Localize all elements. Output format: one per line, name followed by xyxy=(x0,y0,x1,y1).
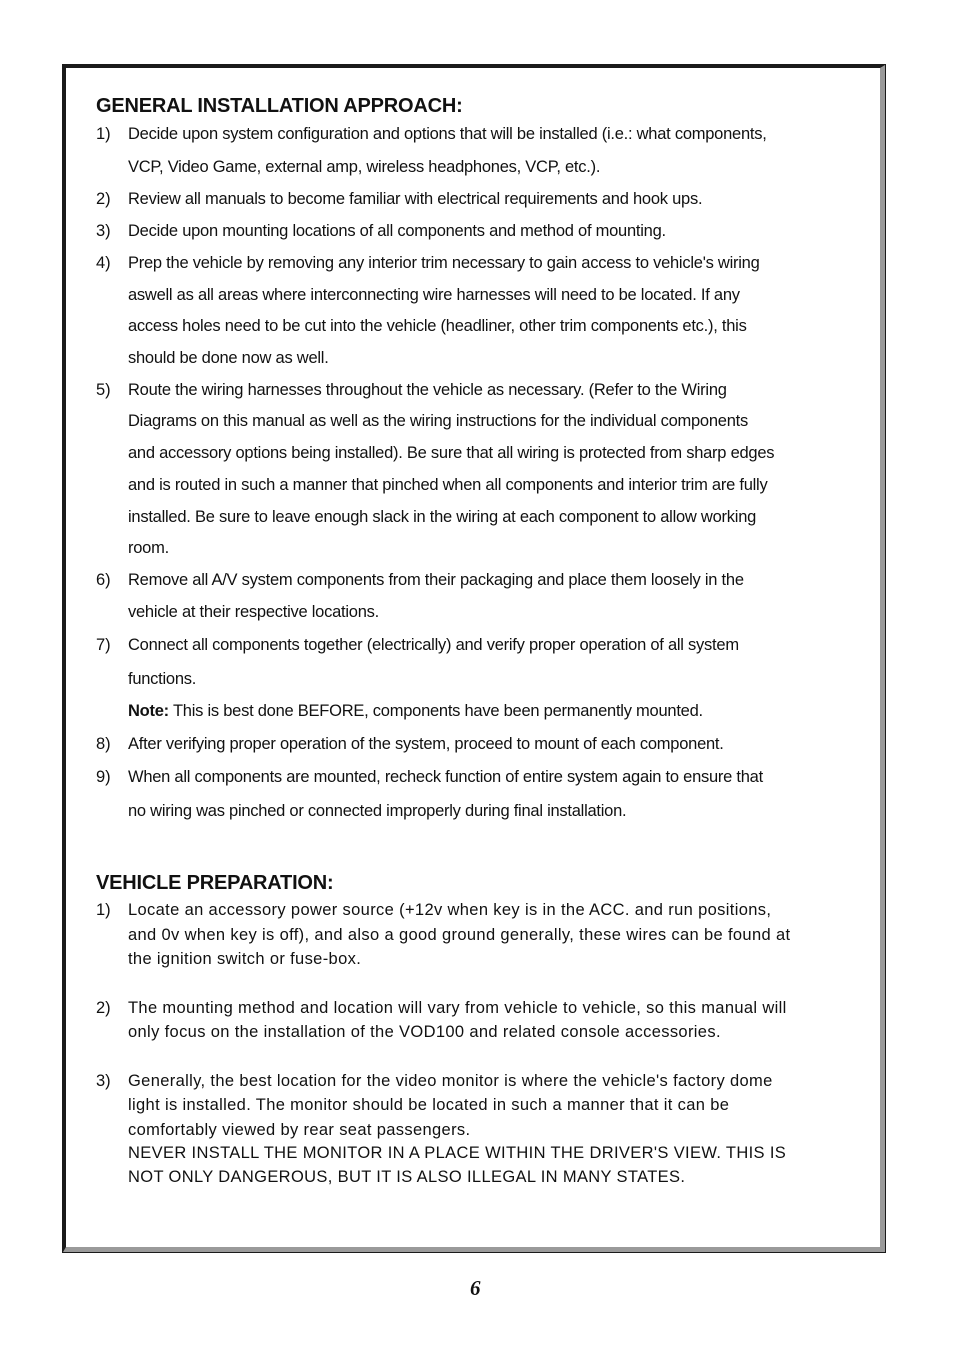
list-item-number: 6) xyxy=(96,571,111,589)
list-item-text-line: room. xyxy=(128,539,169,557)
section-heading-general-installation: GENERAL INSTALLATION APPROACH: xyxy=(96,95,463,117)
warning-text-line: NEVER INSTALL THE MONITOR IN A PLACE WITHIN THE DRIVER'S VIEW. THIS IS xyxy=(128,1144,787,1162)
list-item-text-line: Decide upon mounting locations of all components and method of mounting. xyxy=(128,222,666,240)
list-item-text-line: The mounting method and location will vary from vehicle to vehicle, so this manual will xyxy=(128,999,787,1017)
list-item-text-line: and is routed in such a manner that pinched when all components and interior trim are fully xyxy=(128,476,768,494)
page-number: 6 xyxy=(470,1276,481,1300)
list-item-text-line: VCP, Video Game, external amp, wireless headphones, VCP, etc.). xyxy=(128,158,601,176)
list-item-number: 2) xyxy=(96,999,111,1017)
list-item-text-line: aswell as all areas where interconnecting wire harnesses will need to be located. If any xyxy=(128,286,740,304)
section-heading-vehicle-preparation: VEHICLE PREPARATION: xyxy=(96,872,334,894)
list-item-text-line: and 0v when key is off), and also a good ground generally, these wires can be found at xyxy=(128,926,791,944)
list-item-number: 1) xyxy=(96,125,111,143)
list-item-text-line: Locate an accessory power source (+12v when key is in the ACC. and run positions, xyxy=(128,901,772,919)
list-item-text-line: Route the wiring harnesses throughout the vehicle as necessary. (Refer to the Wiring xyxy=(128,381,727,399)
list-item-text-line: the ignition switch or fuse-box. xyxy=(128,950,362,968)
list-item-text-line: access holes need to be cut into the vehicle (headliner, other trim components etc.), this xyxy=(128,317,747,335)
list-item-text-line: only focus on the installation of the VOD100 and related console accessories. xyxy=(128,1023,721,1041)
list-item-text-line: Connect all components together (electrically) and verify proper operation of all system xyxy=(128,636,739,654)
list-item-text-line: After verifying proper operation of the system, proceed to mount of each component. xyxy=(128,735,724,753)
list-item-text-line: Diagrams on this manual as well as the wiring instructions for the individual components xyxy=(128,412,748,430)
list-item-text-line: Review all manuals to become familiar with electrical requirements and hook ups. xyxy=(128,190,703,208)
list-item-number: 5) xyxy=(96,381,111,399)
list-item-text-line: Prep the vehicle by removing any interior trim necessary to gain access to vehicle's wiring xyxy=(128,254,760,272)
note-text: This is best done BEFORE, components have been permanently mounted. xyxy=(168,702,703,720)
list-item-number: 3) xyxy=(96,222,111,240)
list-item-number: 3) xyxy=(96,1072,111,1090)
list-item-number: 8) xyxy=(96,735,111,753)
list-item-text-line: Remove all A/V system components from their packaging and place them loosely in the xyxy=(128,571,744,589)
list-item-text-line: installed. Be sure to leave enough slack in the wiring at each component to allow working xyxy=(128,508,757,526)
list-item-text-line: vehicle at their respective locations. xyxy=(128,603,379,621)
warning-text-line: NOT ONLY DANGEROUS, BUT IT IS ALSO ILLEGAL IN MANY STATES. xyxy=(128,1168,686,1186)
list-item-number: 4) xyxy=(96,254,111,272)
list-item-text-line: comfortably viewed by rear seat passengers. xyxy=(128,1121,471,1139)
list-item-text-line: Generally, the best location for the video monitor is where the vehicle's factory dome xyxy=(128,1072,773,1090)
list-item-text-line: no wiring was pinched or connected improperly during final installation. xyxy=(128,802,627,820)
list-item-text-line: and accessory options being installed). Be sure that all wiring is protected from sharp edges xyxy=(128,444,775,462)
list-item-number: 7) xyxy=(96,636,111,654)
list-item-text-line: functions. xyxy=(128,670,197,688)
note-label: Note: xyxy=(128,702,169,720)
list-item-text-line: Decide upon system configuration and options that will be installed (i.e.: what components, xyxy=(128,125,767,143)
list-item-text-line: light is installed. The monitor should be located in such a manner that it can be xyxy=(128,1096,730,1114)
list-item-text-line: should be done now as well. xyxy=(128,349,329,367)
list-item-number: 9) xyxy=(96,768,111,786)
list-item-text-line: When all components are mounted, recheck function of entire system again to ensure that xyxy=(128,768,763,786)
note-line xyxy=(128,702,703,721)
list-item-number: 1) xyxy=(96,901,111,919)
list-item-number: 2) xyxy=(96,190,111,208)
